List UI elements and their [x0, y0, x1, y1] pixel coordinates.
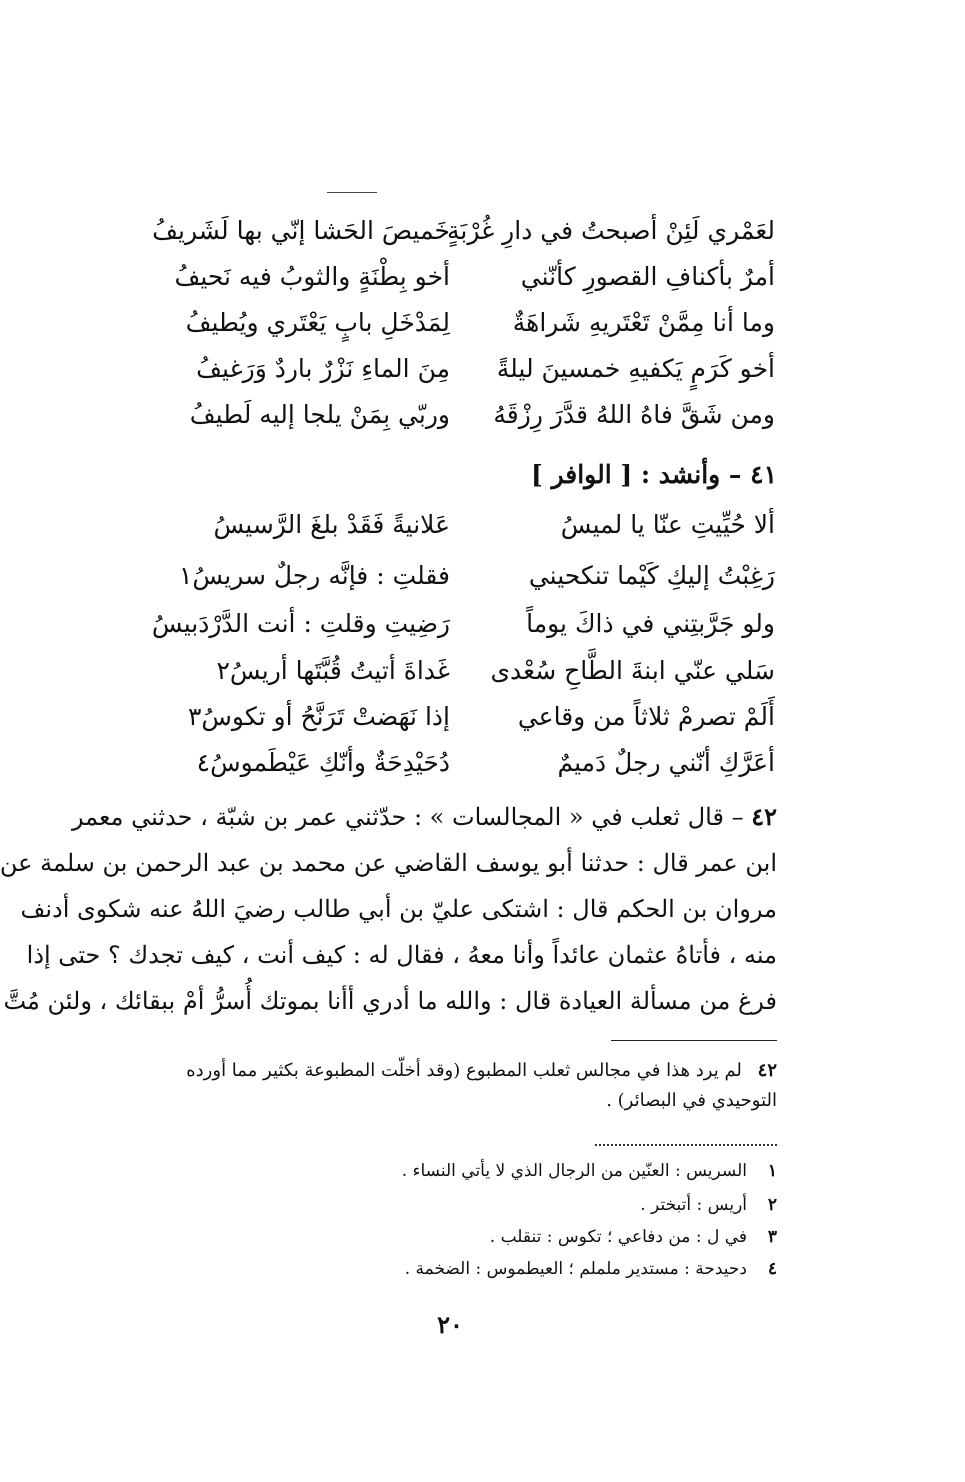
verse	[135, 346, 775, 396]
verse-second-hemistich: أخو بِطْنَةٍ والثوبُ فيه نَحيفُ	[174, 262, 450, 291]
verse-second-hemistich: عَلانيةً فَقَدْ بلغَ الرَّسيسُ	[213, 510, 450, 539]
section-heading-41	[531, 452, 777, 498]
footnote	[402, 1158, 777, 1184]
verse-second-hemistich: دُحَيْدِحَةٌ وأنّكِ عَيْطَموسُ٤	[196, 748, 450, 777]
verse	[135, 648, 775, 698]
prose-line	[71, 794, 777, 840]
verse-second-hemistich: رَضِيتِ وقلتِ : أنت الدَّرْدَبيسُ	[151, 609, 450, 638]
top-rule	[327, 192, 377, 193]
footnote-42	[117, 1056, 777, 1116]
verse-first-hemistich: ولو جَرَّبتِني في ذاكَ يوماً	[526, 609, 775, 638]
verse	[135, 740, 775, 790]
verse	[135, 254, 775, 304]
prose-line: منه ، فأتاهُ عثمان عائداً وأنا معهُ ، فقال له : كيف أنت ، كيف تجدك ؟ حتى إذا	[26, 941, 777, 969]
verse	[135, 601, 775, 651]
verse	[135, 694, 775, 744]
verse-first-hemistich: لعَمْري لَئِنْ أصبحتُ في دارِ غُرْبَةٍ	[447, 216, 775, 245]
footnote-number: ٢	[767, 1195, 777, 1215]
verse-first-hemistich: وما أنا مِمَّنْ تَعْتَريهِ شَراهَةٌ	[512, 308, 775, 337]
footnote-text: دحيدحة : مستدير ململم ؛ العيطموس : الضخمة .	[404, 1259, 747, 1279]
prose-text: – قال ثعلب في « المجالسات » : حدّثني عمر بن شبّة ، حدثني معمر	[71, 803, 744, 831]
footnote	[640, 1192, 777, 1218]
section-heading-text: – وأنشد : [ الوافر ]	[530, 460, 742, 489]
footnote-text: أريس : أتبختر .	[640, 1195, 747, 1215]
footnote-text: لم يرد هذا في مجالس ثعلب المطبوع (وقد أخلّت المطبوعة بكثير مما أورده التوحيدي في البصائر) .	[186, 1060, 777, 1111]
verse	[135, 300, 775, 350]
verse-second-hemistich: مِنَ الماءِ نَزْرٌ باردٌ وَرَغيفُ	[196, 354, 450, 383]
prose-line: ابن عمر قال : حدثنا أبو يوسف القاضي عن محمد بن عبد الرحمن بن سلمة عن	[0, 849, 777, 877]
verse	[135, 553, 775, 603]
verse	[135, 502, 775, 552]
dotted-separator	[595, 1144, 777, 1146]
footnote-number: ١	[767, 1161, 777, 1181]
verse-first-hemistich: أخو كَرَمٍ يَكفيهِ خمسينَ ليلةً	[496, 354, 775, 383]
prose-line: فرغ من مسألة العيادة قال : والله ما أدري أأنا بموتك أُسرُّ أمْ ببقائك ، ولئن مُتَّ	[3, 987, 777, 1015]
verse-second-hemistich: خَميصَ الحَشا إنّي بها لَشَريفُ	[152, 216, 450, 245]
verse	[135, 392, 775, 442]
footnote-number: ٣	[767, 1227, 777, 1247]
verse-second-hemistich: لِمَدْخَلِ بابٍ يَعْتَري ويُطيفُ	[185, 308, 450, 337]
verse-first-hemistich: سَلي عنّي ابنةَ الطَّاحِ سُعْدى	[490, 656, 775, 685]
verse-second-hemistich: غَداةَ أتيتُ قُبَّتَها أريسُ٢	[216, 656, 450, 685]
verse-first-hemistich: رَغِبْتُ إليكِ كَيْما تنكحيني	[528, 561, 775, 590]
footnote	[490, 1224, 777, 1250]
verse-first-hemistich: ألا حُيِّيتِ عنّا يا لميسُ	[560, 510, 775, 539]
prose-line: مروان بن الحكم قال : اشتكى عليّ بن أبي طالب رضيَ اللهُ عنه شكوى أدنف	[20, 895, 777, 923]
footnote-separator	[611, 1040, 777, 1041]
verse-second-hemistich: فقلتِ : فإنَّه رجلٌ سريسُ١	[178, 561, 450, 590]
footnote-number: ٤٢	[757, 1060, 777, 1081]
verse-first-hemistich: أمرٌ بأكنافِ القصورِ كأنّني	[520, 262, 775, 291]
verse-second-hemistich: إذا نَهَضتْ تَرَنَّحُ أو تكوسُ٣	[187, 702, 450, 731]
footnote-text: في ل : من دفاعي ؛ تكوس : تنقلب .	[489, 1227, 747, 1247]
verse-second-hemistich: وربّي بِمَنْ يلجا إليه لَطيفُ	[189, 400, 450, 429]
footnote	[405, 1256, 777, 1282]
verse-first-hemistich: أعَرَّكِ أنّني رجلٌ دَميمٌ	[557, 748, 775, 777]
section-number: ٤٢	[751, 802, 777, 831]
verse-first-hemistich: أَلَمْ تصرمْ ثلاثاً من وقاعي	[517, 702, 775, 731]
section-number: ٤١	[750, 460, 777, 489]
verse-first-hemistich: ومن شَقَّ فاهُ اللهُ قدَّرَ رِزْقَهُ	[493, 400, 775, 429]
page-number: ٢٠	[437, 1310, 463, 1339]
verse	[135, 208, 775, 258]
footnote-number: ٤	[767, 1259, 777, 1279]
footnote-text: السريس : العنّين من الرجال الذي لا يأتي النساء .	[401, 1161, 747, 1181]
